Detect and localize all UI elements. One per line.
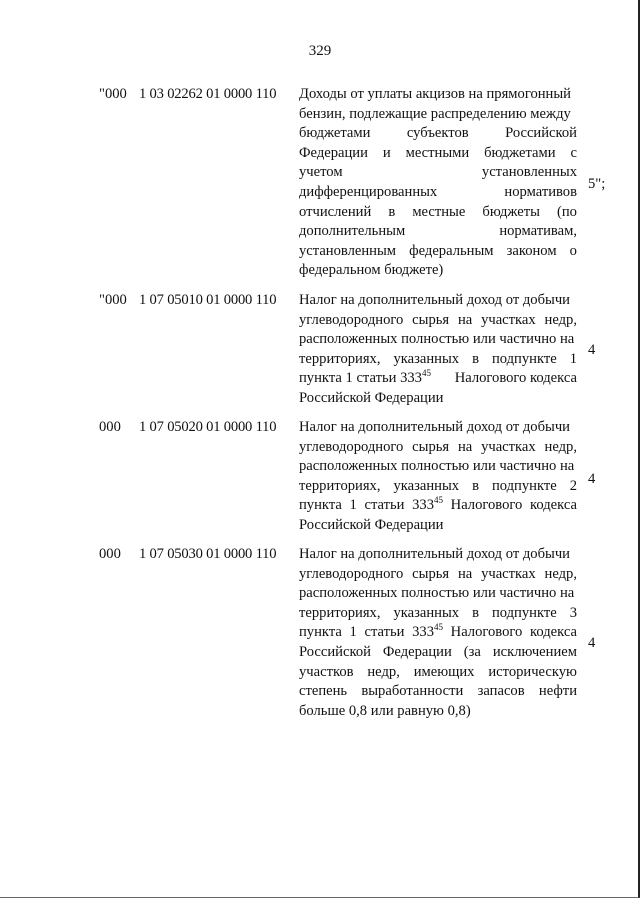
budget-classification-code: 1 03 02262 01 0000 110 (139, 86, 277, 102)
description-line: территориях, указанных в подпункте 3 (299, 604, 577, 621)
description-line: установленным федеральным законом о (299, 242, 577, 259)
description-line: Налог на дополнительный доход от добычи (299, 292, 570, 308)
description-line: пункта 1 статьи $333^{45}$ Налогового кодекса (299, 495, 577, 514)
superscript: 45 (434, 495, 443, 506)
income-description (299, 418, 577, 536)
description-line: отчислений в местные бюджеты (по (299, 203, 577, 220)
description-line: Российской Федерации (за исключением (299, 643, 577, 660)
admin-code: "000 (99, 292, 127, 308)
description-line: территориях, указанных в подпункте 1 (299, 350, 577, 367)
description-line: Федерации и местными бюджетами с (299, 144, 577, 161)
description-line: расположенных полностью или частично на (299, 458, 575, 475)
page-number: 329 (308, 43, 332, 59)
budget-classification-code: 1 07 05010 01 0000 110 (139, 292, 277, 308)
normative-value: 5"; (588, 176, 606, 192)
description-line: больше 0,8 или равную 0,8) (299, 702, 471, 719)
normative-value: 4 (588, 635, 596, 651)
budget-classification-code: 1 07 05030 01 0000 110 (139, 546, 277, 562)
description-line: учетом установленных (299, 164, 577, 181)
income-description (299, 85, 577, 281)
description-line: углеводородного сырья на участках недр, (299, 311, 577, 328)
description-line: расположенных полностью или частично на (299, 331, 575, 348)
description-line: степень выработанности запасов нефти (299, 683, 577, 700)
description-line: Доходы от уплаты акцизов на прямогонный (299, 86, 571, 102)
description-line: Налог на дополнительный доход от добычи (299, 419, 570, 435)
description-line: расположенных полностью или частично на (299, 585, 575, 602)
normative-value: 4 (588, 342, 596, 358)
admin-code: 000 (99, 546, 121, 562)
description-line: пункта 1 статьи $333^{45}$ Налогового кодекса (299, 622, 577, 641)
description-line: федеральном бюджете) (299, 262, 444, 279)
description-line: территориях, указанных в подпункте 2 (299, 477, 577, 494)
superscript: 45 (434, 622, 443, 633)
admin-code: "000 (99, 86, 127, 102)
description-line: бензин, подлежащие распределению между (299, 105, 571, 122)
income-description (299, 545, 577, 721)
normative-value: 4 (588, 471, 596, 487)
budget-classification-code: 1 07 05020 01 0000 110 (139, 419, 277, 435)
description-line: участков недр, имеющих историческую (299, 663, 577, 680)
description-line: Российской Федерации (299, 516, 444, 533)
admin-code: 000 (99, 419, 121, 435)
description-line: Российской Федерации (299, 389, 444, 406)
description-line: углеводородного сырья на участках недр, (299, 565, 577, 582)
description-line: Налог на дополнительный доход от добычи (299, 546, 570, 562)
description-line: бюджетами субъектов Российской (299, 125, 577, 142)
superscript: 45 (421, 368, 431, 379)
description-line: дифференцированных нормативов (299, 183, 577, 200)
description-line: пункта 1 статьи $333^{45}$ Налогового кодекса (299, 368, 577, 387)
description-line: дополнительным нормативам, (299, 223, 577, 240)
description-line: углеводородного сырья на участках недр, (299, 438, 577, 455)
income-description (299, 291, 577, 409)
